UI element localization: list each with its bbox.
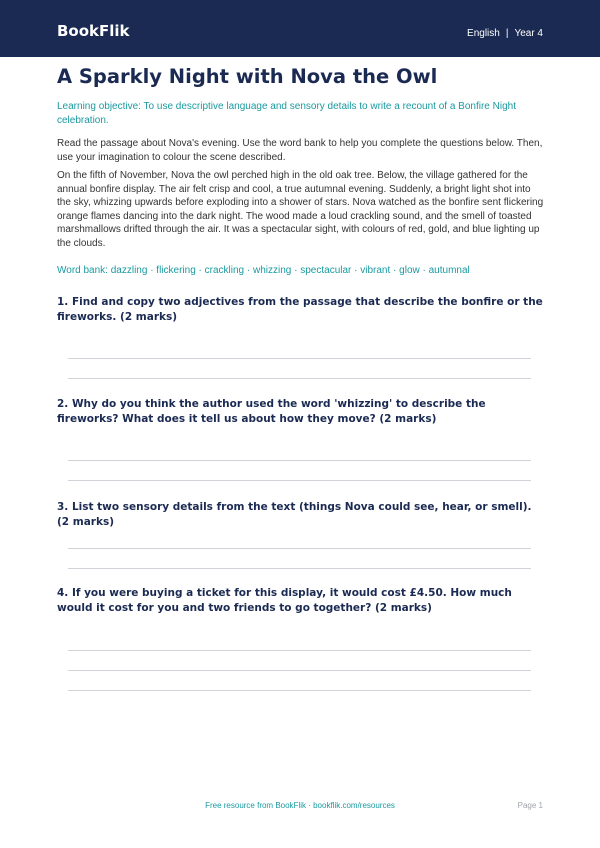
- meta-separator: |: [505, 28, 509, 39]
- question-2: 2. Why do you think the author used the word 'whizzing' to describe the fireworks? What does it tell us about how they move? (2 marks): [57, 398, 486, 425]
- answer-line[interactable]: [68, 670, 531, 671]
- answer-line[interactable]: [68, 690, 531, 691]
- footer-resource-link[interactable]: Free resource from BookFlik · bookflik.com/resources: [205, 801, 395, 810]
- answer-line[interactable]: [68, 568, 531, 569]
- answer-line[interactable]: [68, 480, 531, 481]
- header-meta: [467, 28, 543, 39]
- year-label: Year 4: [514, 28, 543, 39]
- instructions: Read the passage about Nova's evening. Use the word bank to help you complete the questions below. Then, use your imagination to colour the scene described.: [57, 138, 543, 163]
- word-bank: Word bank: dazzling · flickering · crackling · whizzing · spectacular · vibrant · glow · autumnal: [57, 265, 470, 276]
- page-title: A Sparkly Night with Nova the Owl: [57, 65, 438, 88]
- brand-logo[interactable]: BookFlik: [57, 22, 130, 40]
- question-3: 3. List two sensory details from the text (things Nova could see, hear, or smell). (2 marks): [57, 501, 532, 528]
- question-4: 4. If you were buying a ticket for this display, it would cost £4.50. How much would it cost for you and two friends to go together? (2 marks): [57, 587, 512, 614]
- page-number: Page 1: [517, 801, 543, 810]
- question-1: 1. Find and copy two adjectives from the passage that describe the bonfire or the fireworks. (2 marks): [57, 296, 543, 323]
- answer-line[interactable]: [68, 460, 531, 461]
- header-bar: [0, 0, 600, 57]
- learning-objective: Learning objective: To use descriptive language and sensory details to write a recount of a Bonfire Night celebration.: [57, 101, 516, 126]
- subject-label: English: [467, 28, 500, 39]
- reading-passage: On the fifth of November, Nova the owl perched high in the old oak tree. Below, the village gathered for the annual bonfire display. The air felt crisp and cool, a true autumnal evening. Suddenly, a bright light shot into the sky, whizzing upwards before exploding into a shower of stars. Nova watched as the bonfire sent flickering orange flames dancing into the dark night. The wood made a loud crackling sound, and the smell of toasted marshmallows drifted through the air. It was a spectacular sight, with colours of red, gold, and blue lighting up the clouds.: [57, 170, 544, 249]
- answer-line[interactable]: [68, 548, 531, 549]
- answer-line[interactable]: [68, 650, 531, 651]
- answer-line[interactable]: [68, 358, 531, 359]
- answer-line[interactable]: [68, 378, 531, 379]
